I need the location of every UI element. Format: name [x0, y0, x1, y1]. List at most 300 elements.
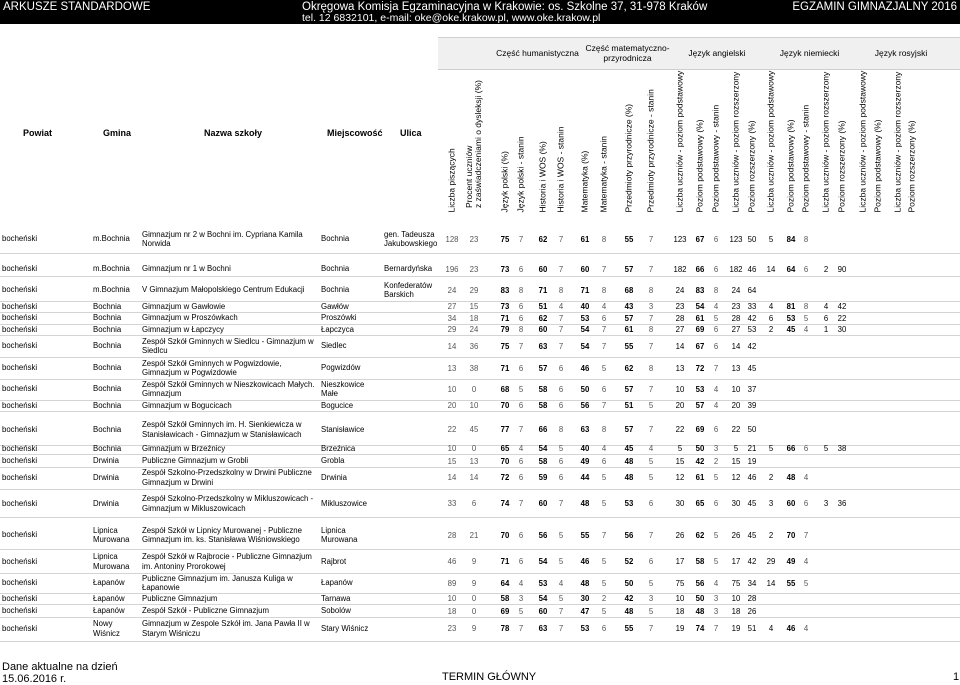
cell-value: 75 — [675, 579, 685, 588]
cell-value: 7 — [601, 401, 607, 410]
cell-miejscowosc — [321, 616, 383, 641]
cell-powiat-text: bocheński — [2, 593, 38, 603]
cell-ulica — [384, 443, 439, 454]
cell-miejscowosc-text: Nieszkowice Małe — [321, 379, 365, 398]
cell-value: 36 — [469, 342, 479, 351]
cell-value: 6 — [803, 499, 809, 508]
cell-value: 7 — [558, 342, 564, 351]
table-row — [0, 301, 960, 312]
header-bar — [0, 0, 960, 24]
cell-value: 6 — [803, 265, 809, 274]
cell-value: 7 — [648, 624, 654, 633]
cell-powiat-text: bocheński — [2, 623, 38, 633]
cell-gmina-text: Lipnica Murowana — [93, 552, 130, 571]
cell-value: 123 — [673, 235, 687, 244]
cell-value: 6 — [713, 499, 719, 508]
cell-value: 7 — [648, 425, 654, 434]
table-row — [0, 521, 960, 549]
cell-value: 10 — [675, 594, 685, 603]
cell-value: 5 — [713, 473, 719, 482]
table-row — [0, 414, 960, 445]
cell-szkola — [142, 616, 320, 641]
cell-value: 56 — [624, 531, 634, 540]
table-row — [0, 443, 960, 454]
cell-value: 10 — [447, 444, 457, 453]
cell-szkola-text: V Gimnazjum Małopolskiego Centrum Edukacji — [142, 285, 305, 295]
cell-miejscowosc — [321, 225, 383, 253]
cell-value: 2 — [768, 473, 774, 482]
cell-value: 23 — [469, 235, 479, 244]
cell-value: 71 — [500, 314, 510, 323]
column-header-label: Poziom podstawowy - stanin — [710, 104, 721, 213]
cell-powiat-text: bocheński — [2, 498, 38, 508]
cell-value: 49 — [580, 457, 590, 466]
cell-value: 51 — [624, 401, 634, 410]
cell-value: 24 — [469, 325, 479, 334]
cell-value: 23 — [675, 302, 685, 311]
cell-value: 3 — [823, 499, 829, 508]
cell-value: 4 — [558, 302, 564, 311]
cell-ulica — [384, 490, 439, 517]
column-header-label: Liczba uczniów - poziom rozszerzony — [820, 71, 831, 213]
cell-value: 6 — [713, 265, 719, 274]
cell-value: 50 — [580, 385, 590, 394]
table-row — [0, 279, 960, 301]
cell-value: 13 — [731, 364, 741, 373]
cell-value: 64 — [747, 286, 757, 295]
cell-value: 6 — [558, 364, 564, 373]
cell-value: 51 — [538, 302, 548, 311]
cell-powiat-text: bocheński — [2, 234, 38, 244]
cell-value: 72 — [500, 473, 510, 482]
cell-powiat-text: bocheński — [2, 341, 38, 351]
cell-value: 57 — [624, 314, 634, 323]
cell-value: 4 — [518, 444, 524, 453]
cell-value: 0 — [471, 607, 477, 616]
cell-value: 6 — [713, 325, 719, 334]
cell-value: 42 — [837, 302, 847, 311]
cell-value: 60 — [538, 325, 548, 334]
cell-value: 4 — [601, 444, 607, 453]
cell-miejscowosc — [321, 262, 383, 276]
cell-miejscowosc-text: Bochnia — [321, 264, 350, 274]
column-header-label: Język polski (%) — [499, 151, 510, 213]
cell-szkola — [142, 312, 320, 324]
cell-value: 8 — [518, 325, 524, 334]
cell-value: 7 — [713, 624, 719, 633]
header-right: EGZAMIN GIMNAZJALNY 2016 — [792, 1, 957, 13]
cell-value: 10 — [675, 385, 685, 394]
cell-gmina-text: Łapanów — [93, 593, 125, 603]
cell-szkola — [142, 301, 320, 312]
cell-miejscowosc-text: Bochnia — [321, 285, 350, 295]
column-header — [797, 73, 815, 223]
cell-szkola — [142, 335, 320, 357]
cell-value: 5 — [803, 314, 809, 323]
cell-value: 8 — [601, 235, 607, 244]
cell-value: 46 — [447, 557, 457, 566]
cell-value: 58 — [695, 557, 705, 566]
cell-gmina-text: Bochnia — [93, 400, 122, 410]
cell-value: 4 — [823, 302, 829, 311]
column-header-label: Liczba uczniów - poziom rozszerzony — [730, 71, 741, 213]
cell-value: 83 — [500, 286, 510, 295]
cell-miejscowosc — [321, 573, 383, 593]
cell-value: 67 — [695, 235, 705, 244]
cell-szkola-text: Zespół Szkół Gminnych w Pogwizdowie, Gimnazjum w Pogwizdowie — [142, 358, 282, 377]
column-header — [833, 73, 851, 223]
cell-value: 55 — [624, 235, 634, 244]
cell-value: 84 — [786, 235, 796, 244]
cell-value: 46 — [747, 473, 757, 482]
cell-ulica — [384, 301, 439, 312]
cell-powiat — [2, 279, 46, 301]
cell-szkola — [142, 521, 320, 549]
cell-miejscowosc-text: Drwinia — [321, 472, 347, 482]
cell-value: 0 — [471, 594, 477, 603]
cell-value: 26 — [675, 531, 685, 540]
cell-value: 45 — [469, 425, 479, 434]
group-niemiecki: Język niemiecki — [779, 47, 840, 58]
cell-gmina-text: Bochnia — [93, 313, 122, 323]
header-nazwa-szkoly: Nazwa szkoły — [204, 128, 263, 138]
cell-gmina-text: Drwinia — [93, 456, 119, 466]
cell-powiat-text: bocheński — [2, 400, 38, 410]
column-header — [642, 73, 660, 223]
cell-value: 3 — [648, 594, 654, 603]
cell-gmina — [93, 466, 139, 489]
cell-value: 65 — [500, 444, 510, 453]
cell-szkola — [142, 262, 320, 276]
cell-value: 54 — [538, 594, 548, 603]
cell-miejscowosc — [321, 279, 383, 301]
cell-value: 128 — [445, 235, 459, 244]
cell-value: 8 — [803, 235, 809, 244]
cell-value: 5 — [713, 531, 719, 540]
cell-value: 6 — [558, 473, 564, 482]
cell-value: 23 — [469, 265, 479, 274]
cell-szkola-text: Zespół Szkolno-Przedszkolny w Drwini Publiczne Gimnazjum w Drwini — [142, 468, 312, 487]
cell-value: 64 — [500, 579, 510, 588]
cell-miejscowosc — [321, 443, 383, 454]
column-header — [465, 73, 483, 223]
cell-value: 33 — [747, 302, 757, 311]
cell-value: 5 — [558, 444, 564, 453]
cell-value: 69 — [500, 607, 510, 616]
cell-value: 24 — [675, 286, 685, 295]
cell-miejscowosc-text: Rajbrot — [321, 556, 347, 566]
cell-value: 53 — [538, 579, 548, 588]
cell-value: 28 — [447, 531, 457, 540]
cell-value: 14 — [766, 579, 776, 588]
cell-value: 48 — [786, 473, 796, 482]
cell-value: 61 — [624, 325, 634, 334]
cell-gmina-text: Bochnia — [93, 324, 122, 334]
cell-gmina-text: Nowy Wiśnicz — [93, 619, 120, 638]
cell-value: 6 — [648, 499, 654, 508]
cell-value: 182 — [729, 265, 743, 274]
cell-miejscowosc — [321, 593, 383, 604]
cell-gmina-text: m.Bochnia — [93, 264, 130, 274]
cell-miejscowosc — [321, 357, 383, 379]
cell-value: 8 — [713, 286, 719, 295]
column-header — [576, 73, 594, 223]
cell-szkola-text: Zespół Szkół Gminnych w Siedlcu - Gimnazjum w Siedlcu — [142, 336, 314, 355]
cell-value: 55 — [580, 531, 590, 540]
cell-value: 4 — [713, 401, 719, 410]
cell-value: 46 — [747, 265, 757, 274]
cell-powiat-text: bocheński — [2, 313, 38, 323]
cell-value: 26 — [731, 531, 741, 540]
cell-value: 4 — [803, 624, 809, 633]
cell-gmina — [93, 490, 139, 517]
column-header-label: Poziom rozszerzony (%) — [746, 120, 757, 213]
cell-gmina — [93, 550, 139, 573]
cell-value: 42 — [747, 557, 757, 566]
cell-value: 40 — [580, 444, 590, 453]
cell-value: 7 — [518, 499, 524, 508]
table-row — [0, 335, 960, 357]
cell-szkola-text: Gimnazjum nr 2 w Bochni im. Cypriana Kamila Norwida — [142, 229, 303, 248]
cell-powiat-text: bocheński — [2, 578, 38, 588]
cell-value: 5 — [518, 607, 524, 616]
cell-value: 66 — [538, 425, 548, 434]
cell-value: 0 — [471, 444, 477, 453]
cell-powiat — [2, 301, 46, 312]
cell-value: 20 — [447, 401, 457, 410]
cell-value: 75 — [500, 342, 510, 351]
cell-value: 5 — [768, 444, 774, 453]
cell-value: 13 — [447, 364, 457, 373]
cell-powiat — [2, 593, 46, 604]
cell-powiat-text: bocheński — [2, 606, 38, 616]
cell-szkola — [142, 414, 320, 445]
cell-value: 22 — [837, 314, 847, 323]
cell-gmina — [93, 279, 139, 301]
cell-value: 182 — [673, 265, 687, 274]
cell-value: 23 — [447, 624, 457, 633]
cell-szkola — [142, 573, 320, 593]
cell-value: 75 — [731, 579, 741, 588]
cell-value: 59 — [538, 473, 548, 482]
cell-value: 53 — [747, 325, 757, 334]
cell-miejscowosc — [321, 466, 383, 489]
cell-value: 48 — [624, 473, 634, 482]
cell-value: 5 — [601, 364, 607, 373]
cell-value: 8 — [601, 286, 607, 295]
column-header — [671, 70, 689, 223]
cell-powiat — [2, 521, 46, 549]
group-angielski: Język angielski — [688, 47, 746, 58]
column-header-label: Przedmioty przyrodnicze (%) — [623, 103, 634, 213]
column-header-label: Matematyka (%) — [579, 150, 590, 213]
cell-value: 6 — [768, 314, 774, 323]
cell-value: 30 — [731, 499, 741, 508]
cell-szkola-text: Gimnazjum w Zespole Szkół im. Jana Pawła II w Starym Wiśniczu — [142, 619, 310, 638]
cell-value: 4 — [803, 473, 809, 482]
column-header — [762, 70, 780, 223]
cell-value: 21 — [469, 531, 479, 540]
cell-value: 4 — [601, 302, 607, 311]
cell-gmina-text: Łapanów — [93, 578, 125, 588]
cell-value: 36 — [837, 499, 847, 508]
cell-miejscowosc — [321, 490, 383, 517]
cell-szkola — [142, 490, 320, 517]
header-miejscowosc: Miejscowość — [327, 128, 383, 138]
cell-value: 4 — [648, 444, 654, 453]
cell-value: 6 — [601, 314, 607, 323]
cell-value: 4 — [713, 579, 719, 588]
cell-value: 57 — [695, 401, 705, 410]
cell-value: 7 — [558, 607, 564, 616]
cell-miejscowosc — [321, 378, 383, 400]
cell-gmina-text: Lipnica Murowana — [93, 525, 130, 544]
cell-gmina-text: Bochnia — [93, 384, 122, 394]
cell-value: 4 — [803, 325, 809, 334]
cell-miejscowosc-text: Grobla — [321, 456, 345, 466]
cell-szkola — [142, 279, 320, 301]
column-header-label: Liczba uczniów - poziom podstawowy — [857, 70, 868, 213]
cell-value: 48 — [624, 607, 634, 616]
cell-value: 50 — [747, 235, 757, 244]
cell-value: 27 — [447, 302, 457, 311]
cell-value: 70 — [500, 531, 510, 540]
cell-szkola — [142, 324, 320, 335]
header-powiat: Powiat — [23, 128, 53, 138]
cell-gmina-text: Bochnia — [93, 341, 122, 351]
cell-value: 6 — [558, 401, 564, 410]
cell-gmina — [93, 262, 139, 276]
cell-value: 0 — [471, 385, 477, 394]
cell-value: 6 — [471, 499, 477, 508]
cell-ulica — [384, 312, 439, 324]
cell-powiat — [2, 262, 46, 276]
cell-value: 48 — [580, 499, 590, 508]
row-divider — [0, 411, 960, 412]
cell-value: 6 — [518, 364, 524, 373]
cell-value: 66 — [695, 265, 705, 274]
cell-powiat-text: bocheński — [2, 556, 38, 566]
cell-value: 2 — [768, 325, 774, 334]
cell-value: 22 — [447, 425, 457, 434]
column-header — [595, 73, 613, 223]
cell-miejscowosc-text: Stary Wiśnicz — [321, 623, 369, 633]
cell-value: 5 — [558, 557, 564, 566]
cell-value: 64 — [786, 265, 796, 274]
column-header — [620, 73, 638, 223]
cell-value: 4 — [768, 624, 774, 633]
cell-gmina — [93, 443, 139, 454]
cell-value: 69 — [695, 425, 705, 434]
cell-value: 6 — [518, 531, 524, 540]
cell-value: 45 — [747, 364, 757, 373]
cell-powiat — [2, 324, 46, 335]
cell-value: 5 — [648, 401, 654, 410]
cell-value: 54 — [695, 302, 705, 311]
column-header-label: Poziom rozszerzony (%) — [836, 120, 847, 213]
cell-gmina-text: m.Bochnia — [93, 234, 130, 244]
cell-value: 3 — [768, 499, 774, 508]
cell-value: 53 — [786, 314, 796, 323]
cell-powiat — [2, 616, 46, 641]
cell-value: 60 — [538, 499, 548, 508]
cell-value: 8 — [648, 364, 654, 373]
cell-gmina-text: Bochnia — [93, 301, 122, 311]
cell-gmina — [93, 378, 139, 400]
cell-value: 15 — [675, 457, 685, 466]
cell-ulica — [384, 550, 439, 573]
cell-value: 5 — [601, 557, 607, 566]
cell-gmina — [93, 312, 139, 324]
cell-value: 18 — [731, 607, 741, 616]
cell-value: 42 — [747, 314, 757, 323]
cell-value: 4 — [713, 302, 719, 311]
cell-ulica — [384, 357, 439, 379]
header-gmina: Gmina — [103, 128, 132, 138]
cell-value: 22 — [675, 425, 685, 434]
cell-value: 73 — [500, 265, 510, 274]
cell-value: 56 — [538, 531, 548, 540]
cell-value: 44 — [580, 473, 590, 482]
cell-value: 6 — [518, 473, 524, 482]
cell-value: 68 — [624, 286, 634, 295]
cell-value: 75 — [500, 235, 510, 244]
cell-ulica — [384, 262, 439, 276]
cell-powiat-text: bocheński — [2, 472, 38, 482]
column-header-label: Liczba uczniów - poziom rozszerzony — [892, 71, 903, 213]
column-header-label: Matematyka - stanin — [598, 135, 609, 213]
cell-value: 38 — [837, 444, 847, 453]
cell-value: 7 — [803, 531, 809, 540]
cell-powiat-text: bocheński — [2, 443, 38, 453]
cell-miejscowosc-text: Bogucice — [321, 400, 354, 410]
cell-value: 70 — [786, 531, 796, 540]
cell-value: 55 — [624, 342, 634, 351]
cell-powiat — [2, 357, 46, 379]
column-header-label: Liczba piszących — [446, 148, 457, 213]
cell-ulica — [384, 521, 439, 549]
cell-powiat — [2, 225, 46, 253]
cell-miejscowosc — [321, 301, 383, 312]
cell-szkola — [142, 225, 320, 253]
footer-data-label: Dane aktualne na dzień — [2, 661, 118, 673]
cell-value: 10 — [447, 594, 457, 603]
cell-value: 7 — [518, 425, 524, 434]
cell-value: 2 — [601, 594, 607, 603]
cell-value: 48 — [624, 457, 634, 466]
column-header-label: Poziom rozszerzony (%) — [906, 120, 917, 213]
table-row — [0, 262, 960, 276]
cell-value: 15 — [447, 457, 457, 466]
cell-value: 71 — [580, 286, 590, 295]
cell-value: 28 — [731, 314, 741, 323]
cell-value: 29 — [766, 557, 776, 566]
cell-value: 5 — [803, 579, 809, 588]
cell-miejscowosc — [321, 521, 383, 549]
cell-value: 58 — [538, 457, 548, 466]
cell-value: 7 — [648, 314, 654, 323]
cell-value: 2 — [713, 457, 719, 466]
cell-value: 62 — [695, 531, 705, 540]
cell-value: 3 — [713, 607, 719, 616]
cell-value: 5 — [601, 607, 607, 616]
cell-gmina-text: Łapanów — [93, 606, 125, 616]
cell-value: 22 — [731, 425, 741, 434]
cell-powiat-text: bocheński — [2, 456, 38, 466]
cell-szkola-text: Gimnazjum nr 1 w Bochni — [142, 264, 231, 274]
column-header — [869, 73, 887, 223]
cell-miejscowosc — [321, 550, 383, 573]
